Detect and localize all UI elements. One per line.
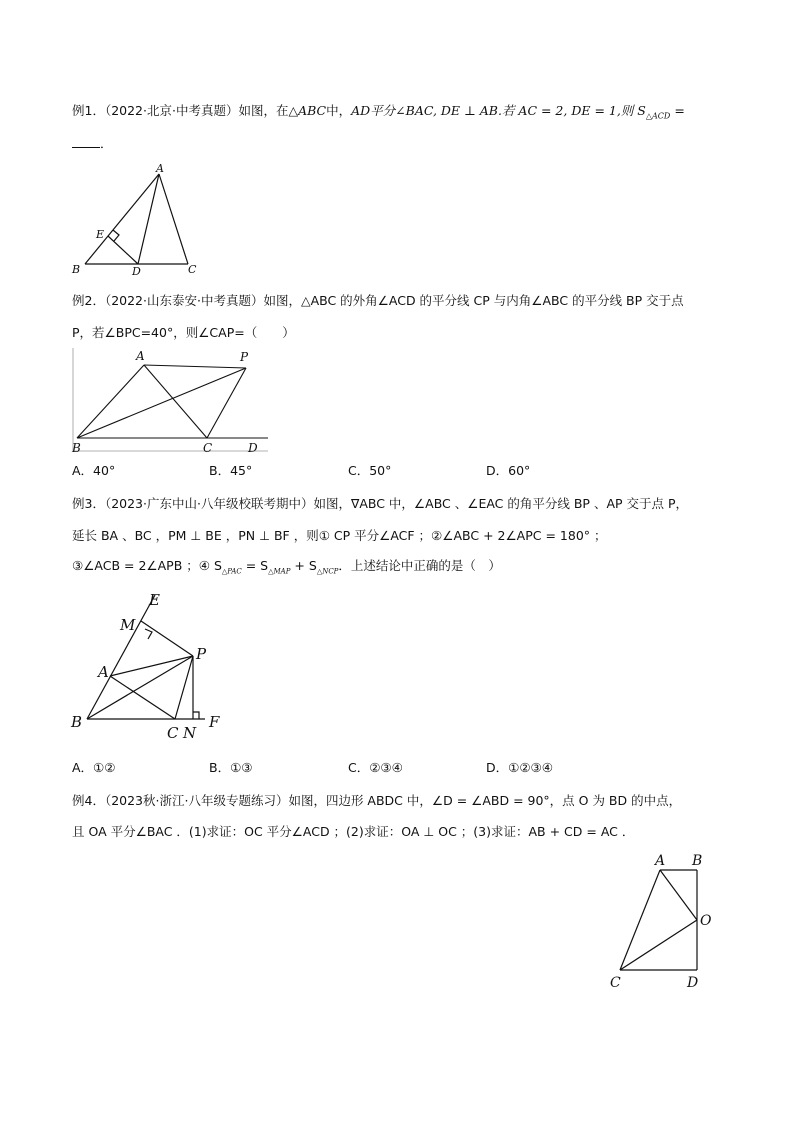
ex1-tag: 例1．（2022·北京·中考真题）如图，在	[72, 103, 289, 118]
ex3-conclusion-3: ③∠ACB = 2∠APB ；④ S	[72, 558, 222, 573]
ex1-answer-line	[72, 134, 113, 154]
ex3-segment-ac	[110, 676, 175, 719]
ex3-option-d[interactable]: D．①②③④	[486, 760, 553, 775]
ex3-figure	[65, 588, 235, 748]
ex4-segment-oc	[620, 920, 697, 970]
ex3-statement-line1: 例3．（2023·广东中山·八年级校联考期中）如图，∇ABC 中，∠ABC 、∠EAC 的角平分线 BP 、AP 交于点 P，	[72, 496, 689, 511]
ex1-subscript: △ACD	[645, 111, 671, 121]
ex2-statement-line2: P，若∠BPC=40°，则∠CAP=（ ）	[72, 325, 295, 340]
ex2-option-c[interactable]: C．50°	[348, 463, 392, 478]
ex3-option-b[interactable]: B．①③	[209, 760, 253, 775]
ex3-statement-line2: 延长 BA 、BC ，PM ⊥ BE ，PN ⊥ BF ，则① CP 平分∠ACF ；②∠ABC + 2∠APC = 180° ；	[72, 528, 607, 543]
ex3-sub-map: △MAP	[268, 567, 291, 576]
ex2-figure	[70, 345, 275, 455]
ex4-label-c: C	[610, 975, 621, 991]
ex3-eq: = S	[241, 558, 269, 573]
ex3-ray-be	[87, 595, 155, 719]
ex3-label-c: C	[167, 724, 179, 742]
ex1-right-angle-mark	[113, 230, 119, 241]
ex2-option-a[interactable]: A．40°	[72, 463, 116, 478]
ex3-statement-line3	[72, 556, 501, 582]
ex3-sub-pac: △PAC	[221, 567, 242, 576]
ex3-label-b: B	[71, 713, 83, 731]
ex1-condition: AD平分∠BAC, DE ⊥ AB.若 AC = 2, DE = 1,则 S	[351, 103, 646, 118]
ex1-label-c: C	[188, 263, 197, 276]
ex2-label-c: C	[203, 441, 213, 455]
ex1-tail: =	[670, 103, 685, 118]
ex2-side-ba	[77, 365, 144, 438]
ex3-plus: + S	[290, 558, 317, 573]
ex1-figure	[60, 160, 210, 280]
ex4-figure	[605, 848, 725, 998]
ex2-statement-line1: 例2．（2022·山东泰安·中考真题）如图，△ABC 的外角∠ACD 的平分线 CP 与内角∠ABC 的平分线 BP 交于点	[72, 293, 684, 308]
ex3-label-e: E	[149, 591, 160, 609]
ex1-mid: 中，	[326, 103, 352, 118]
ex1-statement	[72, 101, 685, 127]
ex3-label-m: M	[120, 616, 136, 634]
ex4-label-o: O	[700, 913, 712, 929]
ex3-option-c[interactable]: C．②③④	[348, 760, 403, 775]
ex1-label-b: B	[72, 263, 81, 276]
ex3-option-a[interactable]: A．①②	[72, 760, 116, 775]
ex1-label-d: D	[132, 265, 141, 278]
ex1-label-e: E	[96, 228, 105, 241]
ex1-period: ．	[100, 136, 113, 151]
ex3-label-p: P	[196, 645, 207, 663]
ex1-triangle: △ABC	[288, 103, 327, 118]
ex3-sub-ncp: △NCP	[316, 567, 339, 576]
ex4-segment-oa	[660, 870, 697, 920]
ex2-side-ac	[144, 365, 207, 438]
ex3-right-angle-n	[193, 712, 199, 719]
ex1-segment-de	[108, 236, 138, 264]
ex2-segment-cp	[207, 368, 246, 438]
ex3-label-f: F	[209, 713, 220, 731]
ex2-option-b[interactable]: B．45°	[209, 463, 253, 478]
ex3-right-angle-m	[145, 629, 152, 639]
ex2-segment-bp	[77, 368, 246, 438]
ex4-label-a: A	[655, 853, 666, 869]
ex4-statement-line1: 例4．（2023秋·浙江·八年级专题练习）如图，四边形 ABDC 中，∠D = ∠ABD = 90°，点 O 为 BD 的中点，	[72, 793, 682, 808]
ex1-side-ac	[159, 174, 188, 264]
ex3-label-n: N	[183, 724, 197, 742]
ex2-label-a: A	[136, 349, 145, 363]
ex4-label-d: D	[687, 975, 699, 991]
ex2-segment-ap	[144, 365, 246, 368]
ex4-side-ac	[620, 870, 660, 970]
ex2-option-d[interactable]: D．60°	[486, 463, 531, 478]
ex3-segment-ap	[110, 656, 193, 676]
ex2-label-b: B	[72, 441, 81, 455]
ex2-label-d: D	[248, 441, 258, 455]
ex3-question: ．上述结论中正确的是（ ）	[338, 558, 501, 573]
ex4-statement-line2: 且 OA 平分∠BAC ．(1)求证：OC 平分∠ACD ；(2)求证：OA ⊥ OC ；(3)求证：AB + CD = AC ．	[72, 824, 635, 839]
ex1-label-a: A	[156, 162, 164, 175]
ex1-answer-blank[interactable]	[72, 135, 100, 148]
ex4-label-b: B	[692, 853, 703, 869]
ex3-label-a: A	[98, 663, 109, 681]
ex2-label-p: P	[240, 350, 249, 364]
